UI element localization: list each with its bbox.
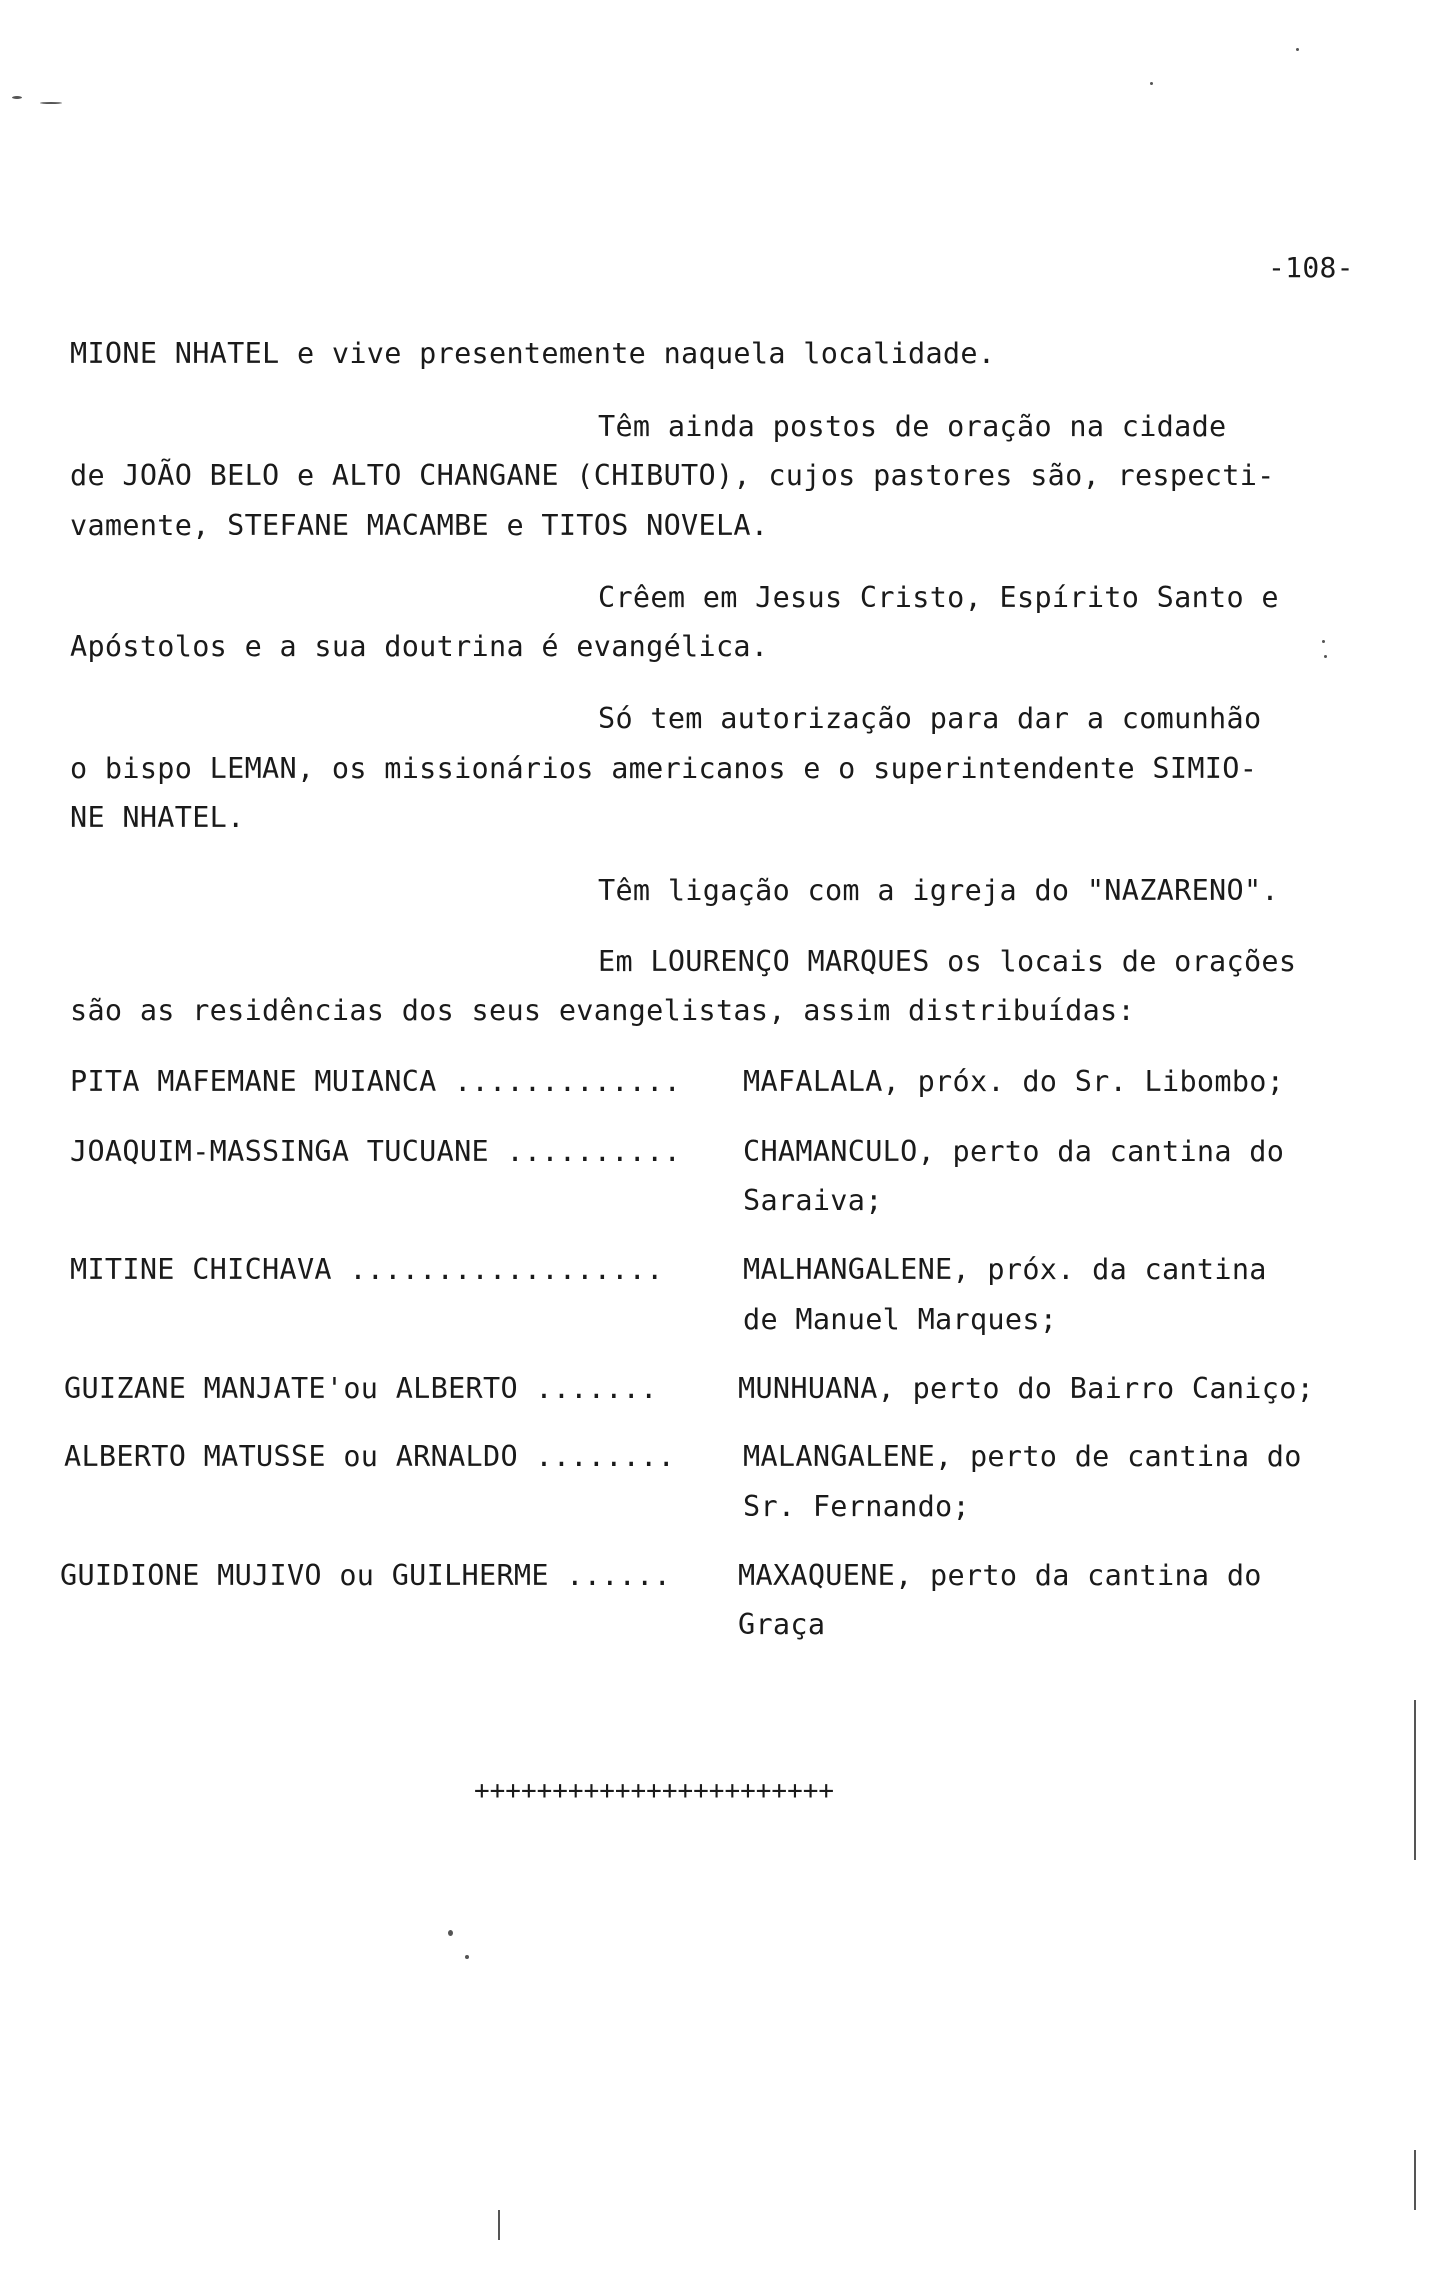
- entry-name: GUIDIONE MUJIVO ou GUILHERME ......: [60, 1559, 672, 1592]
- scan-speck: [12, 96, 22, 99]
- entry-location: CHAMANCULO, perto da cantina do: [743, 1135, 1285, 1168]
- entry-location: MALANGALENE, perto de cantina do: [743, 1440, 1302, 1473]
- scan-speck: [1322, 640, 1325, 643]
- entry-name: GUIZANE MANJATE'ou ALBERTO .......: [64, 1372, 658, 1405]
- paragraph-line: Só tem autorização para dar a comunhão: [598, 702, 1262, 735]
- scan-speck: [40, 102, 62, 104]
- entry-location: Sr. Fernando;: [743, 1490, 970, 1523]
- entry-name: ALBERTO MATUSSE ou ARNALDO ........: [64, 1440, 676, 1473]
- scan-speck: [465, 1955, 469, 1959]
- scan-speck: [1296, 48, 1299, 51]
- paragraph-line: Têm ligação com a igreja do "NAZARENO".: [598, 874, 1279, 907]
- scan-edge-line: [1414, 2150, 1416, 2210]
- entry-location: Graça: [738, 1608, 826, 1641]
- paragraph-line: de JOÃO BELO e ALTO CHANGANE (CHIBUTO), cujos pastores são, respecti-: [70, 459, 1275, 492]
- entry-location: MAXAQUENE, perto da cantina do: [738, 1559, 1262, 1592]
- entry-location: de Manuel Marques;: [743, 1303, 1058, 1336]
- entry-location: Saraiva;: [743, 1184, 883, 1217]
- entry-name: PITA MAFEMANE MUIANCA .............: [70, 1065, 682, 1098]
- page-number: -108-: [1268, 251, 1354, 284]
- scan-speck: [1150, 82, 1153, 85]
- section-separator: +++++++++++++++++++++++: [474, 1776, 835, 1806]
- paragraph-line: vamente, STEFANE MACAMBE e TITOS NOVELA.: [70, 509, 769, 542]
- paragraph-line: o bispo LEMAN, os missionários americanos e o superintendente SIMIO-: [70, 752, 1258, 785]
- paragraph-line: Crêem em Jesus Cristo, Espírito Santo e: [598, 581, 1279, 614]
- scan-speck: [1324, 655, 1327, 658]
- paragraph-line: NE NHATEL.: [70, 801, 245, 834]
- paragraph-line: Apóstolos e a sua doutrina é evangélica.: [70, 630, 769, 663]
- entry-location: MAFALALA, próx. do Sr. Libombo;: [743, 1065, 1285, 1098]
- entry-name: JOAQUIM-MASSINGA TUCUANE ..........: [70, 1135, 682, 1168]
- paragraph-line: MIONE NHATEL e vive presentemente naquela localidade.: [70, 337, 996, 370]
- entry-location: MUNHUANA, perto do Bairro Caniço;: [738, 1372, 1315, 1405]
- entry-location: MALHANGALENE, próx. da cantina: [743, 1253, 1267, 1286]
- paragraph-line: são as residências dos seus evangelistas, assim distribuídas:: [70, 994, 1135, 1027]
- scan-edge-line: [1414, 1700, 1416, 1860]
- scan-speck: [448, 1930, 453, 1936]
- paragraph-line: Em LOURENÇO MARQUES os locais de orações: [598, 945, 1297, 978]
- scan-edge-line: [498, 2210, 500, 2240]
- entry-name: MITINE CHICHAVA ..................: [70, 1253, 664, 1286]
- paragraph-line: Têm ainda postos de oração na cidade: [598, 410, 1227, 443]
